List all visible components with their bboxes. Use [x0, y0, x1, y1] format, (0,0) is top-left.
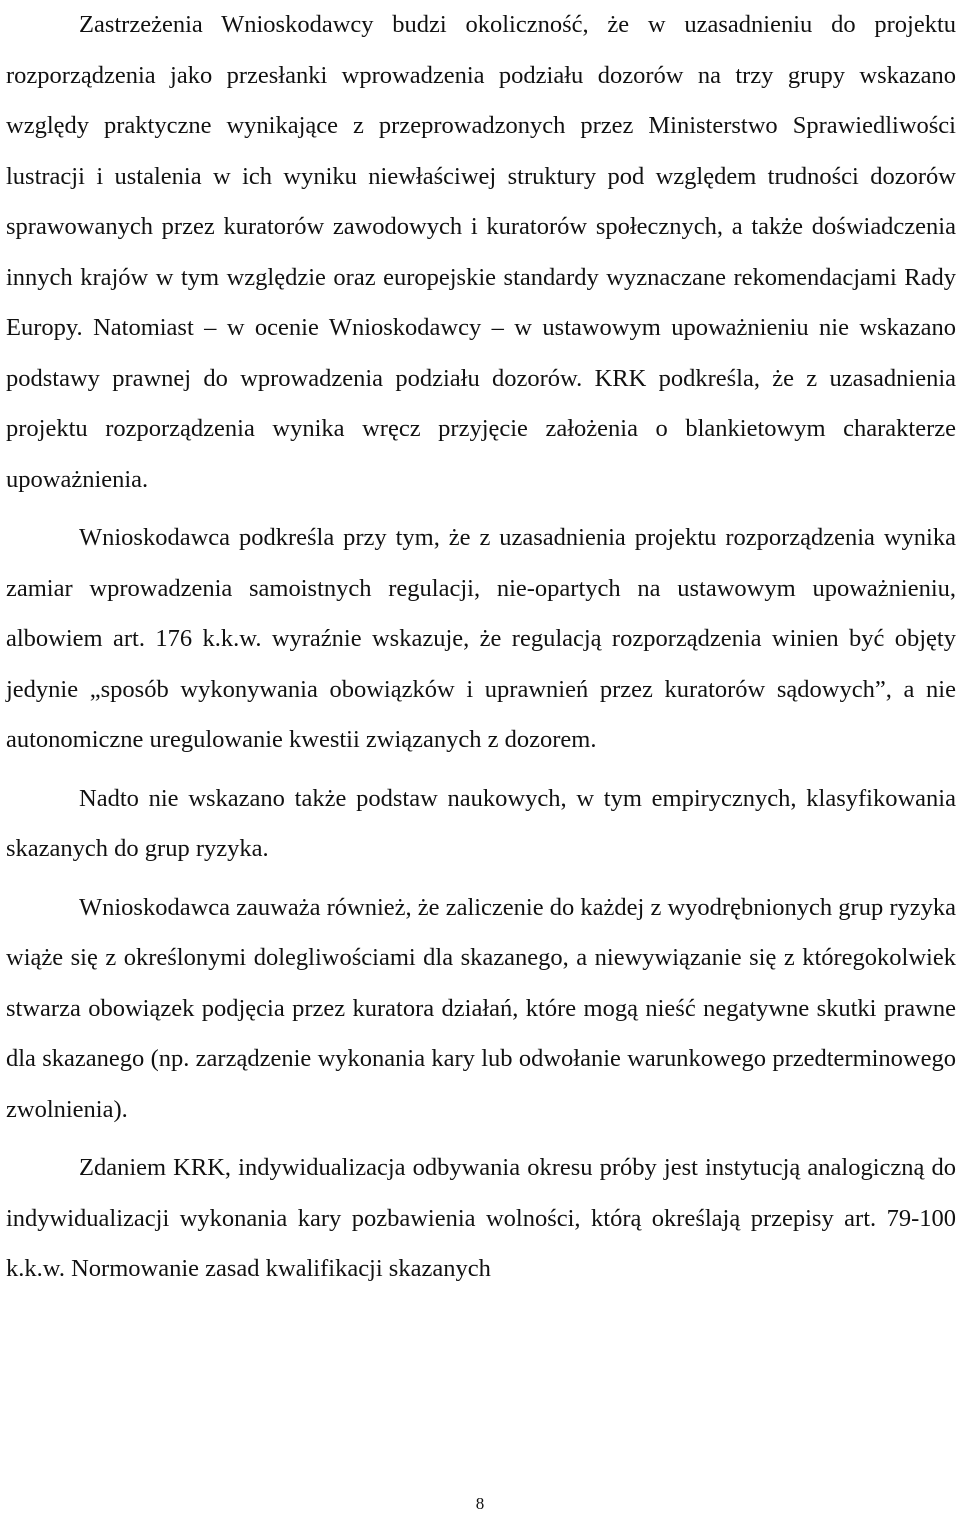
paragraph-3: Nadto nie wskazano także podstaw naukowych, w tym empirycznych, klasyfikowania skazanych do grup ryzyka.: [6, 784, 956, 862]
document-body: [6, 0, 956, 1295]
paragraph-4: Wnioskodawca zauważa również, że zaliczenie do każdej z wyodrębnionych grup ryzyka wiąże się z określonymi dolegliwościami dla skazanego, a niewywiązanie się z któregokolwiek stwarza obowiązek podjęcia przez kuratora działań, które mogą nieść negatywne skutki prawne dla skazanego (np. zarządzenie wykonania kary lub odwołanie warunkowego przedterminowego zwolnienia).: [6, 893, 956, 1123]
page-number: 8: [475, 1494, 485, 1513]
paragraph-2: Wnioskodawca podkreśla przy tym, że z uzasadnienia projektu rozporządzenia wynika zamiar wprowadzenia samoistnych regulacji, nie-opartych na ustawowym upoważnieniu, albowiem art. 176 k.k.w. wyraźnie wskazuje, że regulacją rozporządzenia winien być objęty jedynie „sposób wykonywania obowiązków i uprawnień przez kuratorów sądowych”, a nie autonomiczne uregulowanie kwestii związanych z dozorem.: [6, 524, 956, 753]
paragraph-5: Zdaniem KRK, indywidualizacja odbywania okresu próby jest instytucją analogiczną do indywidualizacji wykonania kary pozbawienia wolności, którą określają przepisy art. 79-100 k.k.w. Normowanie zasad kwalifikacji skazanych: [6, 1154, 956, 1282]
paragraph-1: Zastrzeżenia Wnioskodawcy budzi okoliczność, że w uzasadnieniu do projektu rozporządzenia jako przesłanki wprowadzenia podziału dozorów na trzy grupy wskazano względy praktyczne wynikające z przeprowadzonych przez Ministerstwo Sprawiedliwości lustracji i ustalenia w ich wyniku niewłaściwej struktury pod względem trudności dozorów sprawowanych przez kuratorów zawodowych i kuratorów społecznych, a także doświadczenia innych krajów w tym względzie oraz europejskie standardy wyznaczane rekomendacjami Rady Europy. Natomiast – w ocenie Wnioskodawcy – w ustawowym upoważnieniu nie wskazano podstawy prawnej do wprowadzenia podziału dozorów. KRK podkreśla, że z uzasadnienia projektu rozporządzenia wynika wręcz przyjęcie założenia o blankietowym charakterze upoważnienia.: [6, 11, 956, 493]
